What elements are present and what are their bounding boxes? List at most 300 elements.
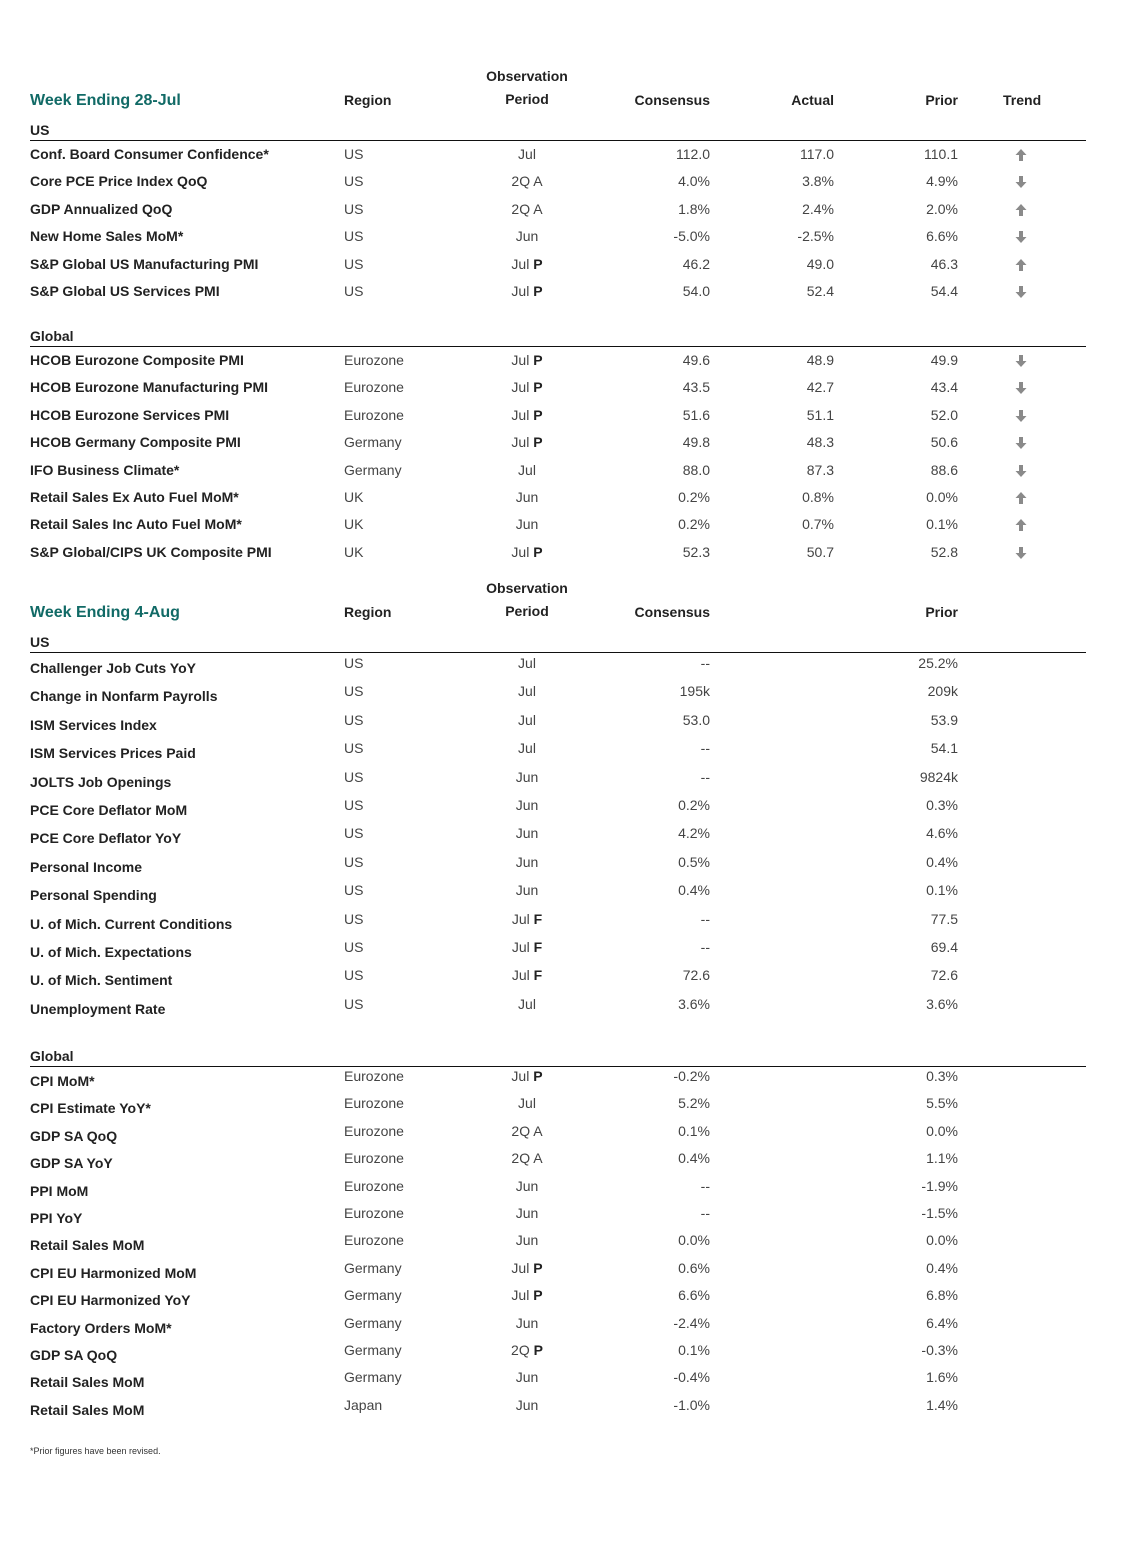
period-value <box>467 516 587 532</box>
period-text: Jun <box>515 1232 539 1249</box>
prior-value: 52.0 <box>930 406 958 423</box>
consensus-value: -5.0% <box>673 228 710 245</box>
period-flag: P <box>533 434 543 451</box>
period-value <box>467 939 587 955</box>
consensus-value: 4.2% <box>678 825 710 842</box>
period-text: 2Q A <box>511 200 543 217</box>
indicator-name: GDP SA QoQ <box>30 1347 118 1363</box>
period-text: Jul <box>511 283 530 299</box>
region-value: US <box>344 768 364 785</box>
consensus-value: 54.0 <box>682 283 710 299</box>
period-text: Jun <box>515 1396 539 1413</box>
consensus-value: -0.2% <box>673 1068 710 1084</box>
arrow-down-icon <box>1014 381 1030 395</box>
header-trend: Trend <box>1003 92 1042 108</box>
actual-value: 49.0 <box>806 255 834 272</box>
prior-value: 0.3% <box>926 1068 958 1084</box>
period-text: Jul <box>518 683 536 700</box>
period-value <box>467 1369 587 1385</box>
region-value: UK <box>344 543 364 560</box>
actual-value: 3.8% <box>802 173 834 190</box>
header-prior: Prior <box>925 92 958 108</box>
indicator-name: ISM Services Prices Paid <box>30 745 196 762</box>
prior-value: 0.0% <box>926 489 958 505</box>
prior-value: 53.9 <box>930 711 958 728</box>
indicator-name: U. of Mich. Sentiment <box>30 972 173 989</box>
consensus-value: -- <box>700 1177 710 1194</box>
period-text: Jun <box>515 882 539 899</box>
prior-value: 0.1% <box>926 882 958 899</box>
indicator-name: Retail Sales Ex Auto Fuel MoM* <box>30 489 239 505</box>
prior-value: 9824k <box>919 768 958 785</box>
prior-value: 52.8 <box>930 543 958 560</box>
indicator-name: Retail Sales MoM <box>30 1237 145 1254</box>
region-value: Eurozone <box>344 1095 404 1112</box>
actual-value: 48.9 <box>806 352 834 368</box>
period-text: Jun <box>515 825 539 842</box>
consensus-value: 4.0% <box>678 173 710 190</box>
table-row <box>30 854 1086 878</box>
header-observation: Observation <box>486 68 568 84</box>
prior-value: 1.6% <box>926 1369 958 1386</box>
header-actual: Actual <box>791 92 834 108</box>
period-value <box>467 1205 587 1221</box>
period-text: Jun <box>515 489 539 505</box>
indicator-name: HCOB Eurozone Composite PMI <box>30 352 244 368</box>
region-value: Eurozone <box>344 1068 404 1084</box>
period-value <box>467 911 587 927</box>
region-value: US <box>344 910 364 927</box>
region-value: Germany <box>344 461 402 478</box>
period-value <box>467 996 587 1012</box>
section-label: US <box>30 122 50 138</box>
region-value: Eurozone <box>344 1177 404 1194</box>
arrow-up-icon <box>1014 491 1030 505</box>
indicator-name: GDP SA QoQ <box>30 1127 118 1144</box>
table-row <box>30 967 1086 991</box>
region-value: US <box>344 882 364 899</box>
prior-value: 5.5% <box>926 1095 958 1112</box>
consensus-value: -1.0% <box>673 1396 710 1413</box>
prior-value: 0.0% <box>926 1122 958 1139</box>
actual-value: 42.7 <box>806 379 834 396</box>
period-value <box>467 882 587 898</box>
consensus-value: 43.5 <box>682 379 710 396</box>
period-flag: F <box>533 967 543 984</box>
consensus-value: 0.5% <box>678 853 710 870</box>
period-value <box>467 434 587 450</box>
period-text: 2Q A <box>511 1150 543 1167</box>
week1-title: Week Ending 28-Jul <box>30 92 181 109</box>
region-value: US <box>344 146 364 162</box>
header-consensus: Consensus <box>634 92 710 108</box>
period-text: Jun <box>515 228 539 245</box>
arrow-up-icon <box>1014 258 1030 272</box>
actual-value: -2.5% <box>797 228 834 245</box>
period-value <box>467 1068 587 1084</box>
indicator-name: HCOB Germany Composite PMI <box>30 434 241 451</box>
table-row <box>30 173 1086 197</box>
table-row <box>30 1315 1086 1339</box>
prior-value: -0.3% <box>921 1342 958 1358</box>
indicator-name: Factory Orders MoM* <box>30 1319 172 1336</box>
table-row <box>30 407 1086 431</box>
period-value <box>467 1287 587 1303</box>
prior-value: 25.2% <box>918 655 958 671</box>
indicator-name: PCE Core Deflator YoY <box>30 830 182 847</box>
indicator-name: Conf. Board Consumer Confidence* <box>30 146 269 162</box>
prior-value: 3.6% <box>926 995 958 1012</box>
period-value <box>467 544 587 560</box>
arrow-down-icon <box>1014 230 1030 244</box>
prior-value: 2.0% <box>926 200 958 217</box>
indicator-name: S&P Global US Manufacturing PMI <box>30 255 259 272</box>
region-value: US <box>344 995 364 1012</box>
region-value: UK <box>344 516 364 533</box>
table-row <box>30 1397 1086 1421</box>
prior-value: 4.9% <box>926 173 958 190</box>
consensus-value: 195k <box>679 683 710 700</box>
arrow-down-icon <box>1014 285 1030 299</box>
actual-value: 48.3 <box>806 434 834 451</box>
prior-value: -1.9% <box>921 1177 958 1194</box>
consensus-value: 0.4% <box>678 882 710 899</box>
consensus-value: 49.8 <box>682 434 710 451</box>
region-value: Germany <box>344 434 402 451</box>
period-flag: P <box>533 1259 543 1276</box>
actual-value: 0.7% <box>802 516 834 533</box>
table-row <box>30 996 1086 1020</box>
prior-value: 0.4% <box>926 853 958 870</box>
header-observation: Observation <box>486 580 568 596</box>
period-text: Jul <box>518 461 536 478</box>
period-flag: P <box>533 1068 543 1084</box>
region-value: Germany <box>344 1342 402 1358</box>
section-label: US <box>30 634 50 650</box>
table-row <box>30 1369 1086 1393</box>
week1-header <box>30 62 1086 112</box>
region-value: US <box>344 967 364 984</box>
indicator-name: JOLTS Job Openings <box>30 773 172 790</box>
region-value: Germany <box>344 1287 402 1304</box>
arrow-down-icon <box>1014 546 1030 560</box>
prior-value: 6.6% <box>926 228 958 245</box>
table-row <box>30 489 1086 513</box>
prior-value: 0.4% <box>926 1259 958 1276</box>
header-consensus: Consensus <box>634 604 710 620</box>
section-label: Global <box>30 1048 74 1064</box>
period-text: Jun <box>515 768 539 785</box>
prior-value: 88.6 <box>930 461 958 478</box>
indicator-name: U. of Mich. Expectations <box>30 944 192 960</box>
indicator-name: IFO Business Climate* <box>30 461 180 478</box>
indicator-name: S&P Global US Services PMI <box>30 283 220 299</box>
table-row <box>30 740 1086 764</box>
region-value: Eurozone <box>344 1150 404 1167</box>
table-row <box>30 201 1086 225</box>
indicator-name: GDP Annualized QoQ <box>30 200 173 217</box>
consensus-value: 1.8% <box>678 200 710 217</box>
table-row <box>30 797 1086 821</box>
period-text: Jul <box>511 255 530 272</box>
consensus-value: 112.0 <box>676 146 710 162</box>
region-value: Germany <box>344 1259 402 1276</box>
period-value <box>467 1260 587 1276</box>
arrow-down-icon <box>1014 409 1030 423</box>
period-value <box>467 683 587 699</box>
region-value: Japan <box>344 1396 383 1413</box>
indicator-name: Retail Sales MoM <box>30 1374 145 1391</box>
region-value: Germany <box>344 1369 402 1386</box>
arrow-down-icon <box>1014 354 1030 368</box>
table-row <box>30 939 1086 963</box>
region-value: US <box>344 283 364 299</box>
table-row <box>30 1068 1086 1092</box>
region-value: Eurozone <box>344 352 404 368</box>
indicator-name: Change in Nonfarm Payrolls <box>30 688 218 705</box>
period-value <box>467 173 587 189</box>
actual-value: 52.4 <box>806 283 834 299</box>
section-header <box>30 1046 1086 1067</box>
period-text: 2Q <box>511 1342 530 1358</box>
period-flag: P <box>533 352 543 368</box>
period-text: Jul <box>511 967 530 984</box>
arrow-down-icon <box>1014 436 1030 450</box>
actual-value: 50.7 <box>806 543 834 560</box>
period-text: Jul <box>511 543 530 560</box>
indicator-name: PCE Core Deflator MoM <box>30 802 188 818</box>
consensus-value: 0.0% <box>678 1232 710 1249</box>
consensus-value: -2.4% <box>673 1314 710 1331</box>
region-value: US <box>344 200 364 217</box>
period-text: Jul <box>511 1287 530 1304</box>
table-row <box>30 655 1086 679</box>
table-row <box>30 712 1086 736</box>
consensus-value: -- <box>700 740 710 757</box>
period-flag: P <box>533 283 543 299</box>
indicator-name: HCOB Eurozone Services PMI <box>30 406 230 423</box>
prior-value: -1.5% <box>921 1205 958 1221</box>
period-text: Jul <box>518 995 536 1012</box>
prior-value: 0.3% <box>926 797 958 813</box>
period-text: Jun <box>515 1369 539 1386</box>
arrow-up-icon <box>1014 518 1030 532</box>
period-value <box>467 407 587 423</box>
consensus-value: -- <box>700 1205 710 1221</box>
indicator-name: PPI YoY <box>30 1210 83 1226</box>
period-value <box>467 740 587 756</box>
period-value <box>467 1342 587 1358</box>
prior-value: 1.4% <box>926 1396 958 1413</box>
consensus-value: 72.6 <box>682 967 710 984</box>
indicator-name: GDP SA YoY <box>30 1155 113 1172</box>
region-value: Eurozone <box>344 379 404 396</box>
actual-value: 2.4% <box>802 200 834 217</box>
table-row <box>30 256 1086 280</box>
prior-value: 0.1% <box>926 516 958 533</box>
period-value <box>467 489 587 505</box>
prior-value: 110.1 <box>924 146 958 162</box>
region-value: US <box>344 255 364 272</box>
table-row <box>30 544 1086 568</box>
period-text: Jul <box>511 1259 530 1276</box>
header-period: Period <box>505 91 549 107</box>
table-row <box>30 379 1086 403</box>
prior-value: 50.6 <box>930 434 958 451</box>
consensus-value: -- <box>700 910 710 927</box>
period-value <box>467 283 587 299</box>
period-value <box>467 146 587 162</box>
region-value: Eurozone <box>344 1232 404 1249</box>
indicator-name: Core PCE Price Index QoQ <box>30 173 208 190</box>
indicator-name: ISM Services Index <box>30 716 157 733</box>
week2-header <box>30 574 1086 624</box>
table-row <box>30 683 1086 707</box>
prior-value: 69.4 <box>930 939 958 955</box>
indicator-name: Personal Spending <box>30 887 157 904</box>
header-period: Period <box>505 603 549 619</box>
table-row <box>30 228 1086 252</box>
indicator-name: Personal Income <box>30 858 143 875</box>
consensus-value: 88.0 <box>682 461 710 478</box>
period-flag: P <box>533 1342 543 1358</box>
prior-value: 43.4 <box>930 379 958 396</box>
region-value: Eurozone <box>344 1122 404 1139</box>
table-row <box>30 825 1086 849</box>
indicator-name: Challenger Job Cuts YoY <box>30 660 196 676</box>
indicator-name: CPI EU Harmonized YoY <box>30 1292 191 1309</box>
indicator-name: CPI EU Harmonized MoM <box>30 1264 197 1281</box>
prior-value: 6.8% <box>926 1287 958 1304</box>
consensus-value: 46.2 <box>682 255 710 272</box>
prior-value: 4.6% <box>926 825 958 842</box>
table-row <box>30 769 1086 793</box>
consensus-value: -- <box>700 768 710 785</box>
table-row <box>30 882 1086 906</box>
period-value <box>467 967 587 983</box>
header-region: Region <box>344 92 392 108</box>
period-value <box>467 769 587 785</box>
period-text: Jul <box>511 910 530 927</box>
consensus-value: -- <box>700 655 710 671</box>
table-row <box>30 283 1086 307</box>
period-value <box>467 228 587 244</box>
period-value <box>467 1397 587 1413</box>
arrow-up-icon <box>1014 148 1030 162</box>
indicator-name: Retail Sales Inc Auto Fuel MoM* <box>30 516 242 533</box>
region-value: US <box>344 797 364 813</box>
period-text: Jul <box>518 711 536 728</box>
arrow-down-icon <box>1014 175 1030 189</box>
period-text: Jun <box>515 516 539 533</box>
period-text: Jul <box>511 352 530 368</box>
prior-value: 46.3 <box>930 255 958 272</box>
indicator-name: CPI MoM* <box>30 1073 95 1089</box>
region-value: US <box>344 939 364 955</box>
period-flag: P <box>533 379 543 396</box>
prior-value: 6.4% <box>926 1314 958 1331</box>
period-text: Jun <box>515 1205 539 1221</box>
period-value <box>467 352 587 368</box>
period-value <box>467 462 587 478</box>
region-value: US <box>344 853 364 870</box>
region-value: Germany <box>344 1314 402 1331</box>
period-value <box>467 1123 587 1139</box>
table-row <box>30 1150 1086 1174</box>
arrow-up-icon <box>1014 203 1030 217</box>
region-value: US <box>344 740 364 757</box>
consensus-value: 0.1% <box>678 1342 710 1358</box>
period-value <box>467 379 587 395</box>
period-text: Jul <box>511 406 530 423</box>
period-value <box>467 854 587 870</box>
region-value: UK <box>344 489 364 505</box>
period-value <box>467 1095 587 1111</box>
period-value <box>467 1232 587 1248</box>
period-text: 2Q A <box>511 173 543 190</box>
period-flag: F <box>533 939 543 955</box>
period-value <box>467 201 587 217</box>
consensus-value: 0.6% <box>678 1259 710 1276</box>
period-text: Jul <box>518 1095 536 1112</box>
period-text: Jul <box>511 379 530 396</box>
header-region: Region <box>344 604 392 620</box>
period-text: Jun <box>515 1177 539 1194</box>
region-value: US <box>344 683 364 700</box>
consensus-value: 3.6% <box>678 995 710 1012</box>
table-row <box>30 1287 1086 1311</box>
prior-value: 1.1% <box>926 1150 958 1167</box>
indicator-name: Unemployment Rate <box>30 1000 166 1017</box>
region-value: US <box>344 655 364 671</box>
region-value: US <box>344 228 364 245</box>
period-value <box>467 655 587 671</box>
period-text: Jul <box>511 434 530 451</box>
period-flag: P <box>533 255 543 272</box>
section-header <box>30 632 1086 653</box>
prior-value: 0.0% <box>926 1232 958 1249</box>
period-text: Jul <box>511 939 530 955</box>
table-row <box>30 1342 1086 1366</box>
period-text: Jun <box>515 853 539 870</box>
indicator-name: PPI MoM <box>30 1182 89 1199</box>
region-value: Eurozone <box>344 406 404 423</box>
table-row <box>30 146 1086 170</box>
table-row <box>30 462 1086 486</box>
table-row <box>30 516 1086 540</box>
table-row <box>30 1232 1086 1256</box>
table-row <box>30 911 1086 935</box>
consensus-value: 53.0 <box>682 711 710 728</box>
section-header <box>30 326 1086 347</box>
header-prior: Prior <box>925 604 958 620</box>
consensus-value: 0.4% <box>678 1150 710 1167</box>
prior-value: 77.5 <box>930 910 958 927</box>
consensus-value: -- <box>700 939 710 955</box>
period-text: Jul <box>511 1068 530 1084</box>
footnote: *Prior figures have been revised. <box>30 1446 161 1456</box>
period-value <box>467 1150 587 1166</box>
prior-value: 209k <box>927 683 958 700</box>
period-flag: P <box>533 1287 543 1304</box>
period-value <box>467 825 587 841</box>
arrow-down-icon <box>1014 464 1030 478</box>
section-header <box>30 120 1086 141</box>
table-row <box>30 1260 1086 1284</box>
region-value: US <box>344 825 364 842</box>
consensus-value: 52.3 <box>682 543 710 560</box>
table-row <box>30 1095 1086 1119</box>
